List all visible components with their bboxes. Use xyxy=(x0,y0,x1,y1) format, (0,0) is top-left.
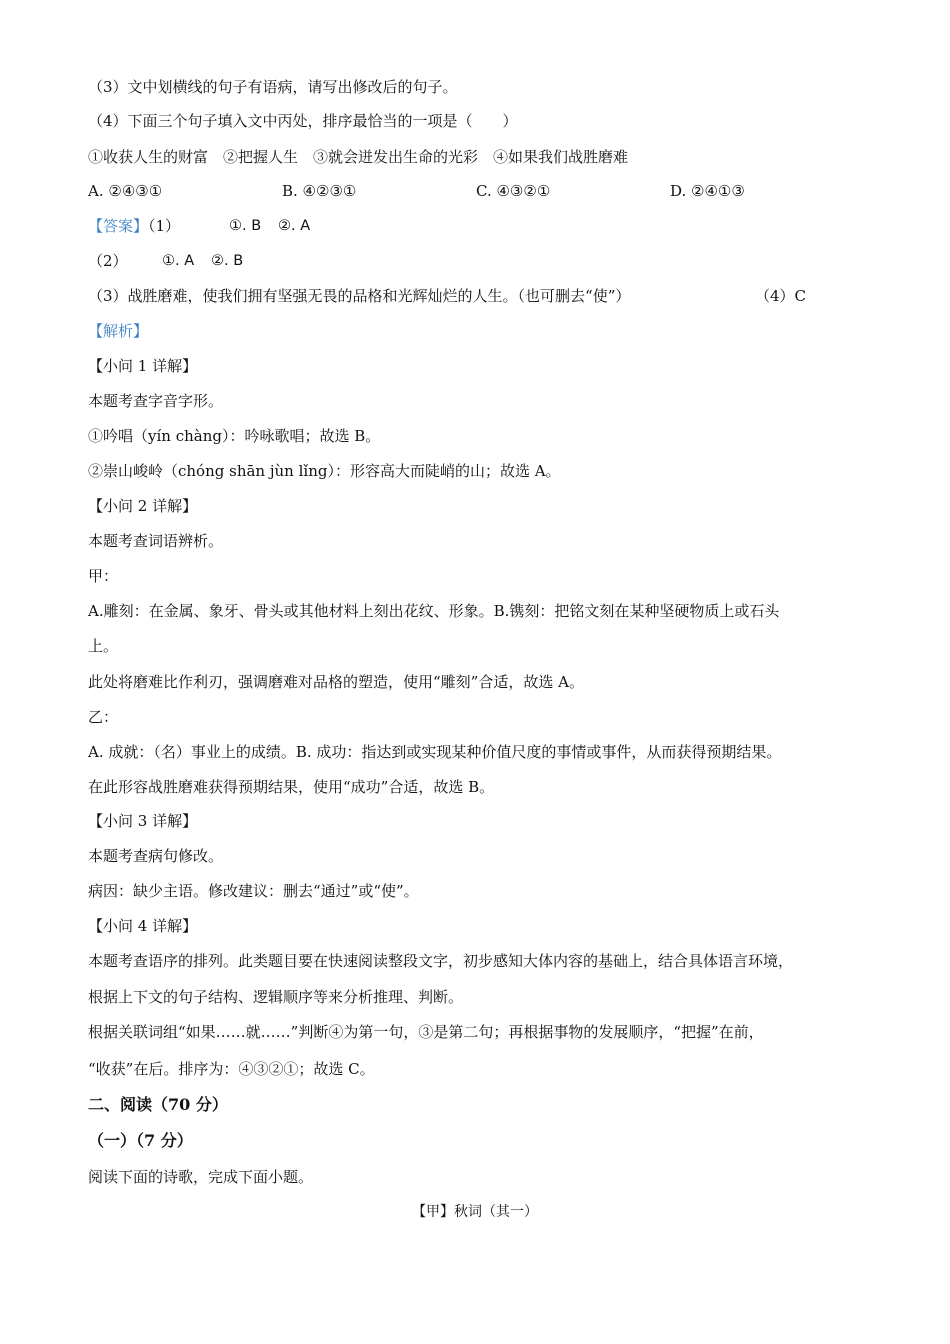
option-a: A. ②④③① xyxy=(88,182,163,200)
option-c: C. ④③②① xyxy=(476,182,551,200)
answer-4-text: （4）C xyxy=(755,287,807,305)
answer-1-choice-a: ①. B xyxy=(229,218,262,234)
answer-2-choice-b: ②. B xyxy=(211,253,244,269)
subsection-1-instruction: 阅读下面的诗歌，完成下面小题。 xyxy=(88,1168,314,1186)
detail-3-heading: 【小问 3 详解】 xyxy=(88,812,198,830)
subsection-1-title: （一）（7 分） xyxy=(88,1131,193,1150)
detail-2-line: A.雕刻：在金属、象牙、骨头或其他材料上刻出花纹、形象。B.镌刻：把铭文刻在某种坚硬物质上或石头 xyxy=(88,602,780,620)
answer-1-choice-b: ②. A xyxy=(278,218,311,234)
detail-2-line: 甲： xyxy=(88,567,119,585)
detail-1-line: 本题考查字音字形。 xyxy=(88,392,224,410)
detail-4-line: 根据上下文的句子结构、逻辑顺序等来分析推理、判断。 xyxy=(88,988,464,1006)
detail-3-line: 本题考查病句修改。 xyxy=(88,847,224,865)
poem-title: 【甲】秋词（其一） xyxy=(412,1204,538,1220)
answer-label: 【答案】 xyxy=(88,217,149,235)
answer-line-2 xyxy=(88,251,890,271)
answer-2-choice-a: ①. A xyxy=(162,253,195,269)
section-2-title: 二、阅读（70 分） xyxy=(88,1095,228,1114)
analysis-label: 【解析】 xyxy=(88,322,149,340)
detail-4-line: 根据关联词组“如果……就……”判断④为第一句，③是第二句；再根据事物的发展顺序，“把握”在前， xyxy=(88,1023,764,1041)
detail-4-heading: 【小问 4 详解】 xyxy=(88,917,198,935)
detail-1-heading: 【小问 1 详解】 xyxy=(88,357,198,375)
answer-line-3 xyxy=(88,286,890,306)
detail-2-line: 乙： xyxy=(88,708,119,726)
detail-2-line: 在此形容战胜磨难获得预期结果，使用“成功”合适，故选 B。 xyxy=(88,778,495,796)
question-3-prompt: （3）文中划横线的句子有语病，请写出修改后的句子。 xyxy=(88,78,458,96)
detail-2-line: 上。 xyxy=(88,637,119,655)
answer-line-1 xyxy=(88,216,890,236)
detail-1-line: ②崇山峻岭（chóng shān jùn lǐng）：形容高大而陡峭的山；故选 A。 xyxy=(88,462,561,480)
detail-2-line: A. 成就：（名）事业上的成绩。B. 成功：指达到或实现某种价值尺度的事情或事件，从而获得预期结果。 xyxy=(88,743,782,761)
detail-2-line: 此处将磨难比作利刃，强调磨难对品格的塑造，使用“雕刻”合适，故选 A。 xyxy=(88,673,584,691)
detail-4-line: “收获”在后。排序为：④③②①；故选 C。 xyxy=(88,1060,375,1078)
option-b: B. ④②③① xyxy=(282,182,357,200)
question-4-prompt: （4）下面三个句子填入文中丙处，排序最恰当的一项是（ ） xyxy=(88,112,518,130)
detail-4-line: 本题考查语序的排列。此类题目要在快速阅读整段文字，初步感知大体内容的基础上，结合具体语言环境， xyxy=(88,952,794,970)
answer-1-number: （1） xyxy=(148,217,181,235)
detail-2-heading: 【小问 2 详解】 xyxy=(88,497,198,515)
detail-1-line: ①吟唱（yín chàng）：吟咏歌唱；故选 B。 xyxy=(88,427,381,445)
question-4-items: ①收获人生的财富 ②把握人生 ③就会迸发出生命的光彩 ④如果我们战胜磨难 xyxy=(88,148,629,166)
detail-3-line: 病因：缺少主语。修改建议：删去“通过”或“使”。 xyxy=(88,882,419,900)
answer-3-text: （3）战胜磨难，使我们拥有坚强无畏的品格和光辉灿烂的人生。（也可删去“使”） xyxy=(88,287,631,305)
answer-2-number: （2） xyxy=(88,252,128,270)
detail-2-line: 本题考查词语辨析。 xyxy=(88,532,224,550)
option-d: D. ②④①③ xyxy=(670,182,745,200)
